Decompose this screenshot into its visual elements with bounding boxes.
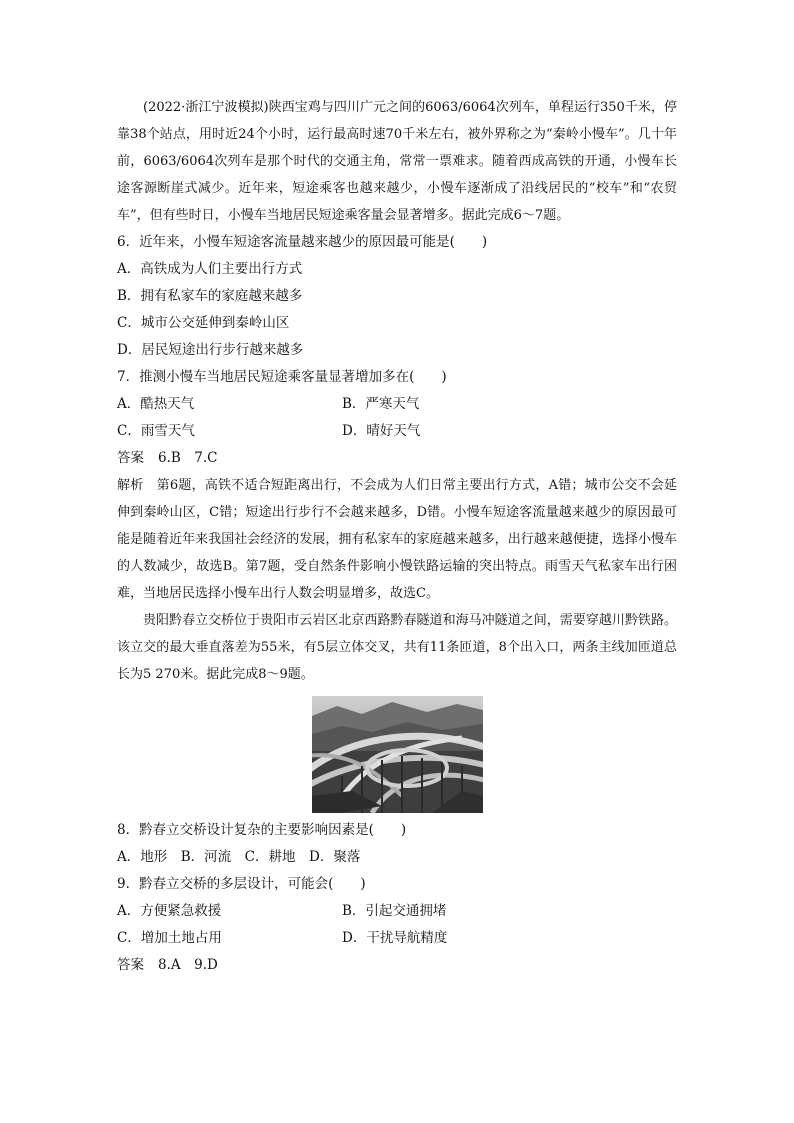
- question-9-option-a: A．方便紧急救援: [117, 903, 222, 919]
- answer-value: 6.B 7.C: [158, 450, 218, 466]
- question-9-options-row-2: [117, 925, 677, 952]
- question-7-option-a: A．酷热天气: [117, 396, 195, 412]
- question-6-option-a: A．高铁成为人们主要出行方式: [117, 261, 303, 277]
- question-9-stem: 9．黔春立交桥的多层设计，可能会( ): [117, 876, 366, 892]
- question-8-stem: 8．黔春立交桥设计复杂的主要影响因素是( ): [117, 822, 407, 838]
- question-7-option-d: D．晴好天气: [342, 423, 421, 439]
- question-9-option-c: C．增加土地占用: [117, 930, 222, 946]
- question-8-options: A．地形 B．河流 C．耕地 D．聚落: [117, 849, 361, 865]
- question-7-options-row-1: [117, 391, 677, 418]
- question-6-option-b: B．拥有私家车的家庭越来越多: [117, 288, 303, 304]
- question-6-stem: 6．近年来，小慢车短途客流量越来越少的原因最可能是( ): [117, 234, 488, 250]
- question-9-option-d: D．干扰导航精度: [342, 930, 448, 946]
- answer-value: 8.A 9.D: [158, 957, 218, 973]
- passage-interchange: 贵阳黔春立交桥位于贵阳市云岩区北京西路黔春隧道和海马冲隧道之间，需要穿越川黔铁路。该立交的最大垂直落差为55米，有5层立体交叉，共有11条匝道，8个出入口，两条主线加匝道总长为5 270米。据此完成8～9题。: [117, 613, 677, 682]
- question-7-option-b: B．严寒天气: [342, 396, 420, 412]
- photo-container: [117, 696, 677, 813]
- passage-train: (2022·浙江宁波模拟)陕西宝鸡与四川广元之间的6063/6064次列车，单程运行350千米，停靠38个站点，用时近24个小时，运行最高时速70千米左右，被外界称之为“秦岭小慢车”。几十年前，6063/6064次列车是那个时代的交通主角，常常一票难求。随着西成高铁的开通，小慢车长途客源断崖式减少。近年来，短途乘客也越来越少，小慢车逐渐成了沿线居民的“校车”和“农贸车”，但有些时日，小慢车当地居民短途乘客量会显著增多。据此完成6～7题。: [117, 100, 677, 223]
- interchange-photo: [312, 696, 483, 813]
- question-9-option-b: B．引起交通拥堵: [342, 903, 447, 919]
- analysis-6-7: 解析 第6题，高铁不适合短距离出行，不会成为人们日常主要出行方式，A错；城市公交不会延伸到秦岭山区，C错；短途出行步行不会越来越多，D错。小慢车短途客流量越来越少的原因最可能是随着近年来我国社会经济的发展，拥有私家车的家庭越来越多，出行越来越便捷，选择小慢车的人数减少，故选B。第7题，受自然条件影响小慢铁路运输的突出特点。雨雪天气私家车出行困难，当地居民选择小慢车出行人数会明显增多，故选C。: [117, 478, 677, 601]
- question-7-options-row-2: [117, 418, 677, 445]
- question-7-stem: 7．推测小慢车当地居民短途乘客量显著增加多在( ): [117, 369, 447, 385]
- answer-6-7: [117, 445, 677, 472]
- question-6-option-d: D．居民短途出行步行越来越多: [117, 342, 304, 358]
- answer-8-9: [117, 952, 677, 979]
- answer-label: 答案: [117, 450, 144, 466]
- question-9-options-row-1: [117, 898, 677, 925]
- document-page: [117, 94, 677, 979]
- question-7-option-c: C．雨雪天气: [117, 423, 195, 439]
- question-6-option-c: C．城市公交延伸到秦岭山区: [117, 315, 290, 331]
- answer-label: 答案: [117, 957, 144, 973]
